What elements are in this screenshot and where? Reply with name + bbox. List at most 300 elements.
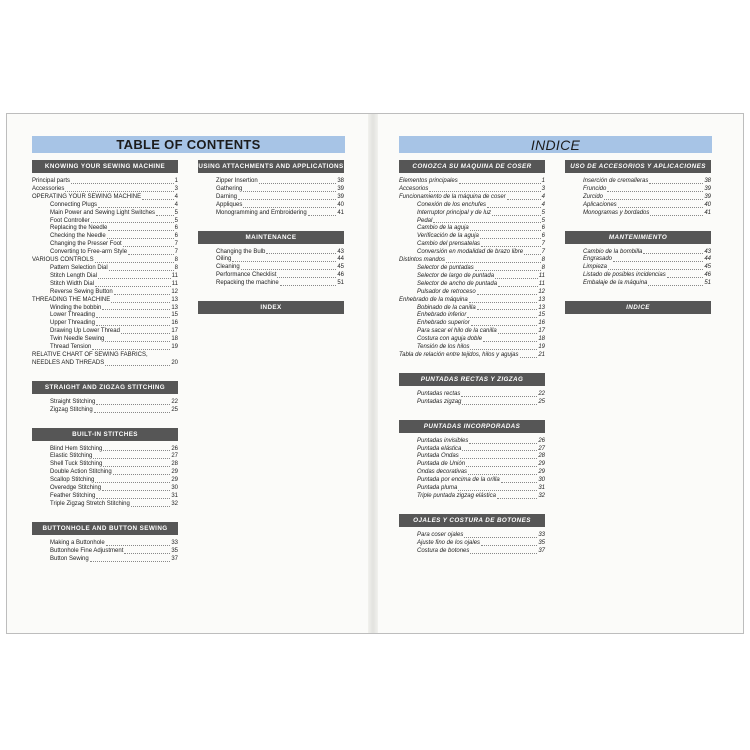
entry-page-number: 8 xyxy=(174,257,178,264)
toc-entry xyxy=(32,360,178,368)
dot-leader xyxy=(667,272,704,278)
dot-leader xyxy=(103,461,170,467)
toc-entry xyxy=(399,493,545,501)
toc-entry xyxy=(198,194,344,202)
dot-leader xyxy=(520,352,538,358)
entry-title: Changing the Bulb xyxy=(216,248,266,255)
entry-page-number: 6 xyxy=(174,233,178,240)
toc-entry xyxy=(399,391,545,399)
entry-title: Distintos mandos xyxy=(399,257,446,264)
entry-page-number: 33 xyxy=(538,531,545,538)
dot-leader xyxy=(498,281,538,287)
toc-entry xyxy=(32,556,178,564)
entry-page-number: 15 xyxy=(171,312,178,319)
entry-title: Cambio de la bombilla xyxy=(583,248,643,255)
dot-leader xyxy=(497,493,537,499)
entry-page-number: 11 xyxy=(538,272,545,279)
toc-entry xyxy=(32,265,178,273)
entry-title: Triple puntada zigzag elástica xyxy=(417,493,496,499)
entry-page-number: 40 xyxy=(704,201,711,208)
toc-entry xyxy=(32,407,178,415)
toc-column-es-2 xyxy=(565,160,711,314)
section-heading: KNOWING YOUR SEWING MACHINE xyxy=(32,160,178,173)
entry-title: Elementos principales xyxy=(399,178,458,184)
entry-title: Upper Threading xyxy=(50,320,95,327)
entry-title: Cleaning xyxy=(216,264,240,271)
entry-title: Conexión de los enchufes xyxy=(417,201,487,208)
toc-entry xyxy=(399,477,545,485)
dot-leader xyxy=(71,178,174,184)
dot-leader xyxy=(524,249,541,255)
entry-page-number: 15 xyxy=(538,312,545,319)
entry-page-number: 17 xyxy=(171,328,178,335)
dot-leader xyxy=(98,202,174,208)
section-entries xyxy=(198,173,344,221)
toc-entry xyxy=(32,328,178,336)
dot-leader xyxy=(458,485,537,491)
toc-entry xyxy=(565,178,711,186)
toc-entry xyxy=(32,297,178,305)
entry-title: Enhebrado superior xyxy=(417,320,470,327)
dot-leader xyxy=(471,320,538,326)
entry-page-number: 5 xyxy=(174,217,178,224)
section-gap xyxy=(32,418,178,428)
entry-page-number: 28 xyxy=(538,453,545,460)
dot-leader xyxy=(102,485,170,491)
dot-leader xyxy=(277,272,336,278)
entry-title: Replacing the Needle xyxy=(50,225,108,232)
entry-title: Pulsador de retroceso xyxy=(417,288,476,295)
dot-leader xyxy=(461,391,537,397)
entry-page-number: 19 xyxy=(538,344,545,351)
manual-spread xyxy=(6,113,744,634)
section-gap xyxy=(399,363,545,373)
dot-leader xyxy=(470,548,537,554)
dot-leader xyxy=(487,202,541,208)
dot-leader xyxy=(113,469,171,475)
dot-leader xyxy=(446,257,541,263)
section-heading: USO DE ACCESORIOS Y APLICACIONES xyxy=(565,160,711,173)
toc-entry xyxy=(565,272,711,280)
entry-title: Triple Zigzag Stretch Stitching xyxy=(50,500,130,507)
toc-entry xyxy=(32,446,178,454)
toc-entry xyxy=(32,352,178,360)
toc-entry xyxy=(399,438,545,446)
entry-title: Interruptor principal y de luz xyxy=(417,209,492,216)
entry-title: Pattern Selection Dial xyxy=(50,264,108,271)
toc-entry xyxy=(32,477,178,485)
entry-page-number: 21 xyxy=(538,351,545,358)
toc-entry xyxy=(32,453,178,461)
toc-entry xyxy=(399,265,545,273)
entry-page-number: 41 xyxy=(337,209,344,216)
entry-title: Costura de botones xyxy=(417,547,470,554)
dot-leader xyxy=(103,446,170,452)
toc-entry xyxy=(32,210,178,218)
toc-entry xyxy=(32,461,178,469)
dot-leader xyxy=(618,202,704,208)
dot-leader xyxy=(95,257,174,263)
dot-leader xyxy=(607,186,703,192)
toc-entry xyxy=(399,328,545,336)
dot-leader xyxy=(123,241,174,247)
entry-page-number: 39 xyxy=(704,193,711,200)
entry-page-number: 26 xyxy=(171,445,178,452)
toc-entry xyxy=(198,264,344,272)
toc-entry xyxy=(399,178,545,186)
entry-title: Engrasado xyxy=(583,256,613,263)
dot-leader xyxy=(498,328,538,334)
dot-leader xyxy=(142,194,174,200)
entry-page-number: 4 xyxy=(174,201,178,208)
toc-entry xyxy=(198,272,344,280)
entry-page-number: 39 xyxy=(704,185,711,192)
entry-page-number: 39 xyxy=(337,193,344,200)
entry-title: Straight Stitching xyxy=(50,398,96,405)
entry-title: Verificación de la aguja xyxy=(417,233,479,240)
dot-leader xyxy=(106,540,171,546)
toc-entry xyxy=(399,273,545,281)
section-heading: STRAIGHT AND ZIGZAG STITCHING xyxy=(32,381,178,394)
entry-page-number: 1 xyxy=(541,178,545,184)
dot-leader xyxy=(259,178,337,184)
toc-entry xyxy=(399,241,545,249)
dot-leader xyxy=(483,336,537,342)
page-title-es: INDICE xyxy=(399,136,712,153)
entry-page-number: 51 xyxy=(337,280,344,287)
entry-page-number: 17 xyxy=(538,328,545,335)
entry-title: Puntada pluma xyxy=(417,485,458,492)
section-heading: INDEX xyxy=(198,301,344,314)
toc-entry xyxy=(198,280,344,288)
entry-page-number: 25 xyxy=(538,398,545,405)
dot-leader xyxy=(604,194,703,200)
entry-title: Ajuste fino de los ojales xyxy=(417,539,481,546)
entry-title: Monogramming and Embroidering xyxy=(216,209,307,216)
toc-entry xyxy=(399,186,545,194)
dot-leader xyxy=(96,312,170,318)
toc-entry xyxy=(32,320,178,328)
entry-page-number: 38 xyxy=(704,178,711,184)
dot-leader xyxy=(280,280,337,286)
toc-entry xyxy=(32,336,178,344)
entry-page-number: 29 xyxy=(171,469,178,476)
entry-page-number: 44 xyxy=(337,256,344,263)
dot-leader xyxy=(495,273,538,279)
toc-entry xyxy=(399,233,545,241)
toc-entry xyxy=(198,178,344,186)
section-gap xyxy=(198,291,344,301)
dot-leader xyxy=(92,344,170,350)
section-heading: OJALES Y COSTURA DE BOTONES xyxy=(399,514,545,527)
toc-column-en-2 xyxy=(198,160,344,314)
entry-title: Repacking the machine xyxy=(216,280,279,287)
toc-entry xyxy=(32,548,178,556)
dot-leader xyxy=(241,264,337,270)
entry-title: Foot Controller xyxy=(50,217,90,224)
entry-title: Gathering xyxy=(216,185,243,192)
toc-entry xyxy=(32,501,178,509)
entry-title: Darning xyxy=(216,193,238,200)
entry-page-number: 28 xyxy=(171,461,178,468)
dot-leader xyxy=(111,297,170,303)
section-gap xyxy=(32,371,178,381)
dot-leader xyxy=(243,202,336,208)
dot-leader xyxy=(232,256,336,262)
entry-title: Lower Threading xyxy=(50,312,95,319)
dot-leader xyxy=(468,469,537,475)
entry-title: Costura con aguja doble xyxy=(417,336,483,343)
toc-entry xyxy=(565,210,711,218)
dot-leader xyxy=(65,186,173,192)
toc-entry xyxy=(198,249,344,257)
entry-title: Selector de largo de puntada xyxy=(417,272,495,279)
entry-title: Puntada Ondas xyxy=(417,453,459,460)
entry-title: Connecting Plugs xyxy=(50,201,98,208)
toc-entry xyxy=(399,469,545,477)
toc-entry xyxy=(32,257,178,265)
entry-page-number: 4 xyxy=(541,201,545,208)
entry-title: Scallop Stitching xyxy=(50,477,95,484)
dot-leader xyxy=(96,399,170,405)
dot-leader xyxy=(467,312,537,318)
entry-title: THREADING THE MACHINE xyxy=(32,296,111,303)
entry-title: Feather Stitching xyxy=(50,493,96,499)
entry-page-number: 26 xyxy=(538,437,545,444)
entry-page-number: 38 xyxy=(337,178,344,184)
toc-entry xyxy=(32,344,178,352)
dot-leader xyxy=(649,178,703,184)
entry-title: Zurcido xyxy=(583,193,604,200)
toc-entry xyxy=(399,344,545,352)
entry-title: Aplicaciones xyxy=(583,201,617,208)
dot-leader xyxy=(481,241,541,247)
entry-title: Drawing Up Lower Thread xyxy=(50,328,120,335)
entry-page-number: 43 xyxy=(704,248,711,255)
entry-page-number: 45 xyxy=(704,264,711,271)
entry-title: Conversión en modalidad de brazo libre xyxy=(417,249,524,256)
entry-page-number: 51 xyxy=(704,280,711,287)
dot-leader xyxy=(238,194,336,200)
entry-page-number: 30 xyxy=(538,477,545,484)
section-entries xyxy=(565,244,711,292)
entry-page-number: 41 xyxy=(704,209,711,216)
toc-entry xyxy=(32,289,178,297)
entry-title: Elastic Stitching xyxy=(50,453,93,460)
toc-entry xyxy=(399,461,545,469)
toc-entry xyxy=(32,485,178,493)
entry-title: Converting to Free-arm Style xyxy=(50,249,128,256)
toc-entry xyxy=(32,399,178,407)
dot-leader xyxy=(90,556,171,562)
entry-page-number: 33 xyxy=(171,539,178,546)
section-heading: MANTENIMIENTO xyxy=(565,231,711,244)
entry-page-number: 20 xyxy=(171,359,178,366)
dot-leader xyxy=(480,233,541,239)
entry-page-number: 25 xyxy=(171,406,178,413)
entry-title: Performance Checklist xyxy=(216,272,277,279)
entry-title: Buttonhole Fine Adjustment xyxy=(50,547,124,554)
entry-title: Button Sewing xyxy=(50,555,89,562)
toc-entry xyxy=(399,548,545,556)
section-entries xyxy=(198,244,344,292)
entry-title: Puntada por encima de la orilla xyxy=(417,477,500,484)
toc-entry xyxy=(565,186,711,194)
entry-title: Blind Hem Stitching xyxy=(50,445,103,452)
dot-leader xyxy=(128,249,174,255)
toc-entry xyxy=(399,399,545,407)
dot-leader xyxy=(481,540,537,546)
entry-page-number: 18 xyxy=(538,336,545,343)
entry-title: Monogramas y bordados xyxy=(583,209,650,216)
entry-page-number: 43 xyxy=(337,248,344,255)
toc-entry xyxy=(399,257,545,265)
entry-title: Principal parts xyxy=(32,178,71,184)
entry-title: Stitch Width Dial xyxy=(50,280,95,287)
section-entries xyxy=(399,433,545,504)
section-entries xyxy=(399,527,545,559)
entry-page-number: 13 xyxy=(171,296,178,303)
entry-title: Puntadas zigzag xyxy=(417,398,462,405)
entry-title: Making a Buttonhole xyxy=(50,539,105,546)
entry-page-number: 11 xyxy=(171,272,178,279)
entry-title: Double Action Stitching xyxy=(50,469,112,476)
entry-title: Selector de ancho de puntada xyxy=(417,280,498,287)
entry-page-number: 32 xyxy=(538,493,545,499)
entry-title: Pedal xyxy=(417,217,433,224)
toc-entry xyxy=(399,320,545,328)
toc-entry xyxy=(32,233,178,241)
toc-entry xyxy=(399,540,545,548)
toc-entry xyxy=(32,312,178,320)
dot-leader xyxy=(95,281,171,287)
entry-title: Overedge Stitching xyxy=(50,485,102,492)
entry-page-number: 13 xyxy=(538,304,545,311)
entry-page-number: 4 xyxy=(174,193,178,200)
toc-entry xyxy=(399,225,545,233)
dot-leader xyxy=(429,186,540,192)
entry-title: Main Power and Sewing Light Switches xyxy=(50,209,156,216)
entry-title: Embalaje de la máquina xyxy=(583,280,648,287)
toc-entry xyxy=(399,289,545,297)
entry-page-number: 13 xyxy=(171,304,178,311)
dot-leader xyxy=(462,446,537,452)
toc-column-es-1 xyxy=(399,160,545,559)
entry-title: Zipper Insertion xyxy=(216,178,258,184)
section-entries xyxy=(32,441,178,512)
dot-leader xyxy=(492,210,541,216)
toc-entry xyxy=(565,280,711,288)
toc-entry xyxy=(32,178,178,186)
entry-page-number: 1 xyxy=(174,178,178,184)
entry-title: Thread Tension xyxy=(50,344,92,351)
dot-leader xyxy=(469,297,538,303)
entry-title: Zigzag Stitching xyxy=(50,406,93,413)
dot-leader xyxy=(94,407,171,413)
toc-entry xyxy=(399,532,545,540)
dot-leader xyxy=(648,280,703,286)
toc-entry xyxy=(399,305,545,313)
section-heading: CONOZCA SU MAQUINA DE COSER xyxy=(399,160,545,173)
entry-title: Puntadas rectas xyxy=(417,390,461,397)
entry-title: Winding the bobbin xyxy=(50,304,102,311)
entry-page-number: 46 xyxy=(337,272,344,279)
entry-page-number: 16 xyxy=(538,320,545,327)
entry-title: Appliques xyxy=(216,201,243,208)
dot-leader xyxy=(459,178,541,184)
dot-leader xyxy=(105,360,170,366)
dot-leader xyxy=(475,265,541,271)
dot-leader xyxy=(470,225,541,231)
toc-entry xyxy=(399,336,545,344)
entry-page-number: 40 xyxy=(337,201,344,208)
dot-leader xyxy=(650,210,703,216)
dot-leader xyxy=(124,548,170,554)
entry-page-number: 3 xyxy=(541,185,545,192)
entry-page-number: 22 xyxy=(171,398,178,405)
entry-page-number: 4 xyxy=(541,193,545,200)
section-entries xyxy=(32,394,178,418)
entry-page-number: 44 xyxy=(704,256,711,263)
entry-page-number: 39 xyxy=(337,185,344,192)
toc-column-en-1 xyxy=(32,160,178,567)
entry-page-number: 31 xyxy=(538,485,545,492)
entry-title: Cambio del prensatelas xyxy=(417,241,481,248)
entry-title: Reverse Sewing Button xyxy=(50,288,113,295)
entry-page-number: 12 xyxy=(538,288,545,295)
entry-page-number: 35 xyxy=(171,547,178,554)
entry-title: Cambio de la aguja xyxy=(417,225,469,232)
toc-entry xyxy=(565,202,711,210)
section-entries xyxy=(32,173,178,371)
entry-title: Shell Tuck Stitching xyxy=(50,461,103,468)
section-heading: INDICE xyxy=(565,301,711,314)
entry-title: Checking the Needle xyxy=(50,233,106,240)
section-entries xyxy=(565,173,711,221)
entry-title: Twin Needle Sewing xyxy=(50,336,105,343)
entry-page-number: 6 xyxy=(174,225,178,232)
section-gap xyxy=(32,512,178,522)
toc-entry xyxy=(32,469,178,477)
toc-entry xyxy=(565,249,711,257)
entry-page-number: 29 xyxy=(538,469,545,476)
toc-entry xyxy=(399,312,545,320)
entry-page-number: 22 xyxy=(538,390,545,397)
entry-title: RELATIVE CHART OF SEWING FABRICS, xyxy=(32,351,148,358)
entry-title: Bobinado de la canilla xyxy=(417,304,476,311)
entry-page-number: 37 xyxy=(538,547,545,554)
entry-page-number: 3 xyxy=(174,185,178,192)
entry-page-number: 32 xyxy=(171,500,178,507)
dot-leader xyxy=(477,305,538,311)
entry-page-number: 19 xyxy=(171,344,178,351)
entry-page-number: 18 xyxy=(171,336,178,343)
dot-leader xyxy=(477,289,538,295)
dot-leader xyxy=(96,320,170,326)
section-gap xyxy=(198,221,344,231)
dot-leader xyxy=(608,264,703,270)
entry-title: Enhebrado de la máquina xyxy=(399,296,468,303)
entry-title: Enhebrado inferior xyxy=(417,312,467,319)
toc-entry xyxy=(399,281,545,289)
dot-leader xyxy=(466,461,537,467)
entry-page-number: 29 xyxy=(171,477,178,484)
toc-entry xyxy=(399,352,545,360)
dot-leader xyxy=(243,186,336,192)
section-gap xyxy=(399,504,545,514)
toc-entry xyxy=(32,249,178,257)
dot-leader xyxy=(95,477,170,483)
